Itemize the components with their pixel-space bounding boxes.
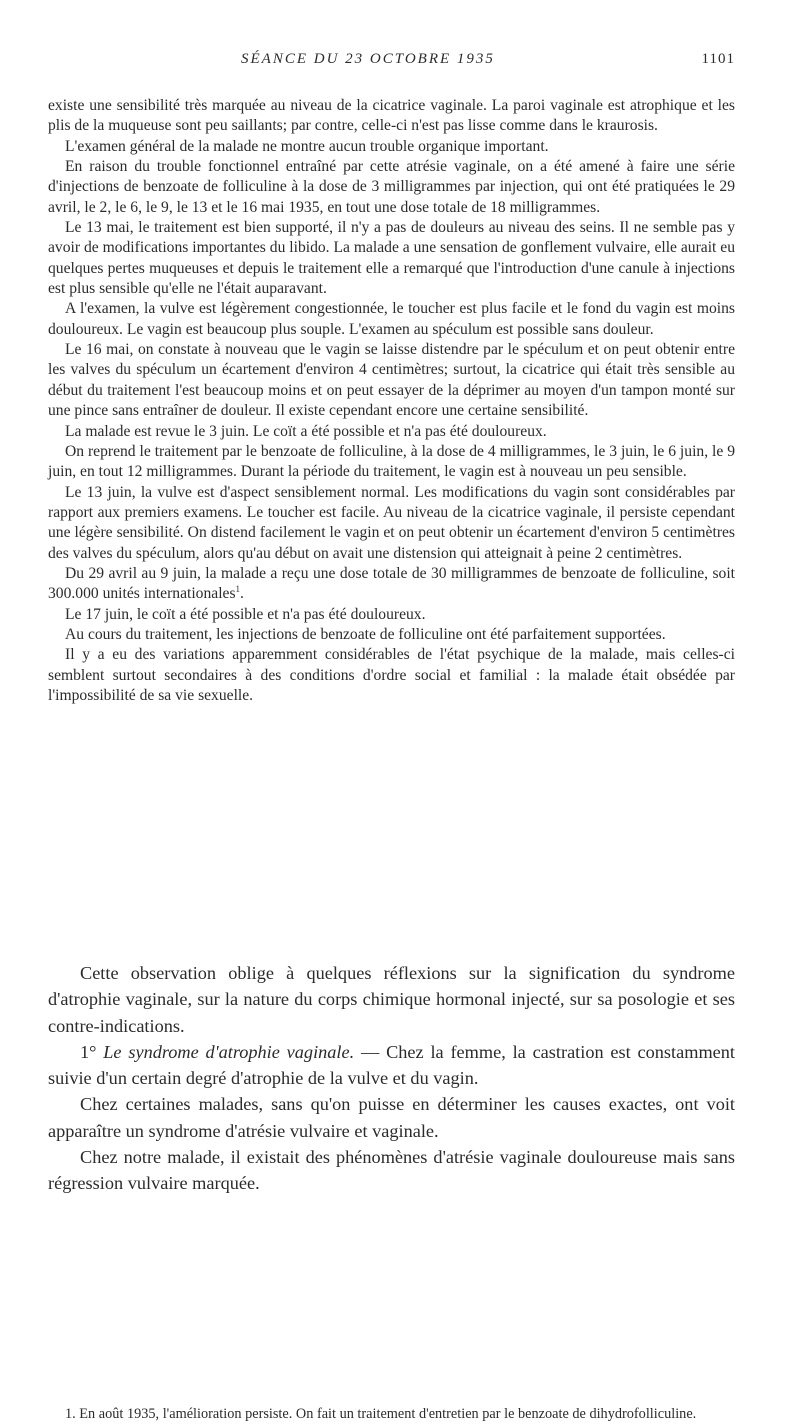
paragraph: Au cours du traitement, les injections de benzoate de folliculine ont été parfaitement supportées. [65,625,666,643]
paragraph: existe une sensibilité très marquée au niveau de la cicatrice vaginale. La paroi vaginale est atrophique et les plis de la muqueuse sont peu saillants; par contre, celle-ci n'est pas lisse comme dans le kraurosis. [48,97,735,135]
paragraph: A l'examen, la vulve est légèrement congestionnée, le toucher est plus facile et le fond du vagin est moins douloureux. Le vagin est beaucoup plus souple. L'examen au spéculum est possible sans douleur. [48,300,735,338]
paragraph: Le 17 juin, le coït a été possible et n'a pas été douloureux. [65,605,426,623]
footnote-paragraph [48,1405,735,1424]
section-text: — Chez la femme, la castration est constamment suivie d'un certain degré d'atrophie de la vulve et du vagin. [48,1041,736,1089]
footnote [48,1405,735,1424]
footnote-marker: 1. [65,1406,76,1422]
paragraph-text: Du 29 avril au 9 juin, la malade a reçu une dose totale de 30 milligrammes de benzoate de folliculine, soit 300.000 unités internationales [48,564,735,603]
paragraph: Cette observation oblige à quelques réflexions sur la signification du syndrome d'atrophie vaginale, sur la nature du corps chimique hormonal injecté, sur sa posologie et ses contre-indications. [48,963,735,1036]
paragraph: Il y a eu des variations apparemment considérables de l'état psychique de la malade, mais celles-ci semblent surtout secondaires à des conditions d'ordre social et familial : la malade était obsédée par l'impossibilité de sa vie sexuelle. [48,646,735,704]
paragraph: L'examen général de la malade ne montre aucun trouble organique important. [65,137,549,155]
paragraph: On reprend le traitement par le benzoate de folliculine, à la dose de 4 milligrammes, le 3 juin, le 6 juin, le 9 juin, en tout 12 milligrammes. Durant la période du traitement, le vagin est à nouveau un peu sensible. [48,442,735,481]
paragraph: Chez notre malade, il existait des phénomènes d'atrésie vaginale douloureuse mais sans régression vulvaire marquée. [48,1147,735,1194]
running-header [48,51,735,73]
page-number: 1101 [701,51,735,67]
footnote-reference: 1 [235,584,241,595]
footnote-text: En août 1935, l'amélioration persiste. On fait un traitement d'entretien par le benzoate de dihydrofolliculine. [75,1406,697,1422]
section-paragraph [48,1039,735,1092]
body-small-text [48,96,735,706]
section-title: Le syndrome d'atrophie vaginale. [103,1041,355,1062]
paragraph: Chez certaines malades, sans qu'on puisse en déterminer les causes exactes, ont voit apparaître un syndrome d'atrésie vulvaire et vaginale. [48,1094,735,1141]
paragraph: En raison du trouble fonctionnel entraîné par cette atrésie vaginale, on a été amené à faire une série d'injections de benzoate de folliculine à la dose de 3 milligrammes par injection, qui ont été pratiquées le 29 avril, le 2, le 6, le 9, le 13 et le 16 mai 1935, en tout une dose totale de 18 milligrammes. [48,158,735,216]
paragraph: Le 16 mai, on constate à nouveau que le vagin se laisse distendre par le spéculum et on peut obtenir entre les valves du spéculum un écartement d'environ 4 centimètres; surtout, la cicatrice qui était très sensible au début du traitement l'est beaucoup moins et on peut essayer de la déprimer au moyen d'un tampon monté sur une pince sans entraîner de douleur. Il existe cependant encore une certaine sensibilité. [48,341,735,420]
paragraph: Le 13 mai, le traitement est bien supporté, il n'y a pas de douleurs au niveau des seins. Il ne semble pas y avoir de modifications importantes du libido. La malade a une sensation de gonflement vulvaire, elle aurait eu quelques pertes muqueuses et depuis le traitement elle a remarqué que l'introduction d'une canule à injections est plus sensible qu'elle ne l'était auparavant. [48,219,735,298]
running-title: SÉANCE DU 23 OCTOBRE 1935 [241,51,495,67]
section-number: 1° [80,1041,97,1062]
paragraph: La malade est revue le 3 juin. Le coït a été possible et n'a pas été douloureux. [65,422,547,440]
body-large-text [48,960,735,1197]
paragraph-with-footnote: Du 29 avril au 9 juin, la malade a reçu une dose totale de 30 milligrammes de benzoate de folliculine, soit 300.000 unités internationales$^1$. [48,564,735,603]
paragraph: Le 13 juin, la vulve est d'aspect sensiblement normal. Les modifications du vagin sont considérables par rapport aux premiers examens. Le toucher est facile. Au niveau de la cicatrice vaginale, il persiste cependant une légère sensibilité. On distend facilement le vagin et on peut obtenir un écartement d'environ 5 centimètres des valves du spéculum, alors qu'au début on avait une distension qui atteignait à peine 2 centimètres. [48,483,735,562]
